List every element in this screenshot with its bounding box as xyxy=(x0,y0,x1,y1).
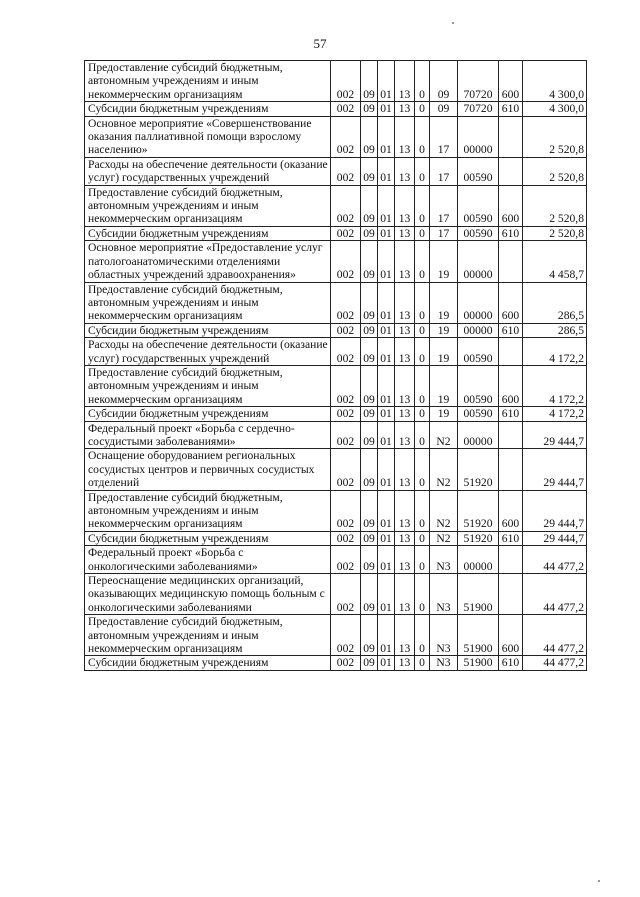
row-expense-type-code: 610 xyxy=(499,656,523,670)
row-section-code: 09 xyxy=(361,61,378,102)
row-amount: 4 300,0 xyxy=(523,61,587,102)
row-subprogram-code: 0 xyxy=(415,323,430,337)
row-amount: 44 477,2 xyxy=(523,615,587,656)
row-grbs-code: 002 xyxy=(331,449,361,490)
row-amount: 2 520,8 xyxy=(523,226,587,240)
row-name: Субсидии бюджетным учреждениям xyxy=(85,407,331,421)
row-section-code: 09 xyxy=(361,490,378,531)
row-program-code: 13 xyxy=(395,241,415,282)
row-program-code: 13 xyxy=(395,365,415,406)
row-name: Субсидии бюджетным учреждениям xyxy=(85,323,331,337)
row-direction-code: 00590 xyxy=(458,365,499,406)
row-section-code: 09 xyxy=(361,157,378,185)
row-subprogram-code: 0 xyxy=(415,157,430,185)
row-amount: 29 444,7 xyxy=(523,531,587,545)
table-row xyxy=(85,490,587,531)
row-amount: 4 300,0 xyxy=(523,102,587,116)
row-subsection-code: 01 xyxy=(378,421,395,449)
row-expense-type-code xyxy=(499,241,523,282)
table-row xyxy=(85,61,587,102)
row-subsection-code: 01 xyxy=(378,365,395,406)
row-event-code: 19 xyxy=(430,282,458,323)
row-subprogram-code: 0 xyxy=(415,615,430,656)
row-section-code: 09 xyxy=(361,338,378,366)
row-subsection-code: 01 xyxy=(378,226,395,240)
row-section-code: 09 xyxy=(361,323,378,337)
table-row xyxy=(85,407,587,421)
budget-table-body xyxy=(85,61,587,671)
row-subsection-code: 01 xyxy=(378,102,395,116)
row-grbs-code: 002 xyxy=(331,282,361,323)
row-name: Оснащение оборудованием региональных сосудистых центров и первичных сосудистых отделений xyxy=(85,449,331,490)
row-grbs-code: 002 xyxy=(331,102,361,116)
row-grbs-code: 002 xyxy=(331,185,361,226)
row-expense-type-code xyxy=(499,157,523,185)
row-event-code: 19 xyxy=(430,338,458,366)
row-section-code: 09 xyxy=(361,421,378,449)
row-name: Переоснащение медицинских организаций, оказывающих медицинскую помощь больным с онкологическими заболеваниями xyxy=(85,574,331,615)
row-program-code: 13 xyxy=(395,421,415,449)
table-row xyxy=(85,116,587,157)
row-subprogram-code: 0 xyxy=(415,490,430,531)
row-expense-type-code xyxy=(499,338,523,366)
row-section-code: 09 xyxy=(361,615,378,656)
row-program-code: 13 xyxy=(395,116,415,157)
row-subsection-code: 01 xyxy=(378,656,395,670)
row-name: Основное мероприятие «Совершенствование оказания паллиативной помощи взрослому населению» xyxy=(85,116,331,157)
row-name: Предоставление субсидий бюджетным, автономным учреждениям и иным некоммерческим организациям xyxy=(85,365,331,406)
row-section-code: 09 xyxy=(361,531,378,545)
row-section-code: 09 xyxy=(361,226,378,240)
row-grbs-code: 002 xyxy=(331,338,361,366)
row-subsection-code: 01 xyxy=(378,546,395,574)
scan-speck xyxy=(452,22,454,24)
row-event-code: 17 xyxy=(430,226,458,240)
row-subprogram-code: 0 xyxy=(415,185,430,226)
row-section-code: 09 xyxy=(361,102,378,116)
row-grbs-code: 002 xyxy=(331,323,361,337)
row-direction-code: 51900 xyxy=(458,656,499,670)
row-expense-type-code: 600 xyxy=(499,61,523,102)
table-row xyxy=(85,656,587,670)
row-expense-type-code: 600 xyxy=(499,615,523,656)
row-subsection-code: 01 xyxy=(378,338,395,366)
row-expense-type-code xyxy=(499,116,523,157)
table-row xyxy=(85,241,587,282)
row-grbs-code: 002 xyxy=(331,226,361,240)
row-subprogram-code: 0 xyxy=(415,226,430,240)
row-name: Предоставление субсидий бюджетным, автономным учреждениям и иным некоммерческим организациям xyxy=(85,185,331,226)
row-program-code: 13 xyxy=(395,574,415,615)
table-row xyxy=(85,421,587,449)
row-amount: 2 520,8 xyxy=(523,185,587,226)
row-direction-code: 51920 xyxy=(458,449,499,490)
row-subsection-code: 01 xyxy=(378,449,395,490)
row-grbs-code: 002 xyxy=(331,531,361,545)
row-expense-type-code: 610 xyxy=(499,407,523,421)
row-expense-type-code xyxy=(499,546,523,574)
row-section-code: 09 xyxy=(361,656,378,670)
row-amount: 4 458,7 xyxy=(523,241,587,282)
scan-speck xyxy=(598,880,600,882)
row-event-code: 09 xyxy=(430,102,458,116)
row-event-code: 19 xyxy=(430,323,458,337)
row-amount: 44 477,2 xyxy=(523,656,587,670)
row-amount: 44 477,2 xyxy=(523,574,587,615)
row-expense-type-code: 610 xyxy=(499,531,523,545)
row-program-code: 13 xyxy=(395,531,415,545)
row-subprogram-code: 0 xyxy=(415,421,430,449)
row-section-code: 09 xyxy=(361,282,378,323)
row-section-code: 09 xyxy=(361,449,378,490)
row-section-code: 09 xyxy=(361,185,378,226)
table-row xyxy=(85,185,587,226)
row-subprogram-code: 0 xyxy=(415,61,430,102)
row-subprogram-code: 0 xyxy=(415,574,430,615)
row-program-code: 13 xyxy=(395,102,415,116)
budget-table xyxy=(84,60,587,671)
row-name: Субсидии бюджетным учреждениям xyxy=(85,226,331,240)
row-grbs-code: 002 xyxy=(331,615,361,656)
row-amount: 2 520,8 xyxy=(523,116,587,157)
row-name: Субсидии бюджетным учреждениям xyxy=(85,531,331,545)
row-subsection-code: 01 xyxy=(378,407,395,421)
row-direction-code: 00000 xyxy=(458,116,499,157)
row-program-code: 13 xyxy=(395,656,415,670)
row-event-code: 19 xyxy=(430,241,458,282)
row-expense-type-code: 610 xyxy=(499,226,523,240)
row-program-code: 13 xyxy=(395,282,415,323)
row-amount: 29 444,7 xyxy=(523,449,587,490)
table-row xyxy=(85,102,587,116)
row-section-code: 09 xyxy=(361,116,378,157)
row-subprogram-code: 0 xyxy=(415,282,430,323)
row-direction-code: 00590 xyxy=(458,407,499,421)
row-event-code: 19 xyxy=(430,407,458,421)
row-subprogram-code: 0 xyxy=(415,338,430,366)
row-subsection-code: 01 xyxy=(378,574,395,615)
row-event-code: N2 xyxy=(430,449,458,490)
table-row xyxy=(85,338,587,366)
row-name: Субсидии бюджетным учреждениям xyxy=(85,102,331,116)
row-subprogram-code: 0 xyxy=(415,116,430,157)
row-direction-code: 00000 xyxy=(458,421,499,449)
row-subsection-code: 01 xyxy=(378,185,395,226)
table-row xyxy=(85,574,587,615)
table-row xyxy=(85,615,587,656)
row-name: Субсидии бюджетным учреждениям xyxy=(85,656,331,670)
row-program-code: 13 xyxy=(395,615,415,656)
row-expense-type-code xyxy=(499,574,523,615)
row-subsection-code: 01 xyxy=(378,531,395,545)
row-section-code: 09 xyxy=(361,241,378,282)
row-subprogram-code: 0 xyxy=(415,102,430,116)
row-direction-code: 00000 xyxy=(458,323,499,337)
row-event-code: 19 xyxy=(430,365,458,406)
row-program-code: 13 xyxy=(395,546,415,574)
row-amount: 4 172,2 xyxy=(523,365,587,406)
row-event-code: N3 xyxy=(430,656,458,670)
row-event-code: N2 xyxy=(430,531,458,545)
row-subprogram-code: 0 xyxy=(415,241,430,282)
row-program-code: 13 xyxy=(395,157,415,185)
row-event-code: 17 xyxy=(430,185,458,226)
row-expense-type-code: 610 xyxy=(499,323,523,337)
table-row xyxy=(85,323,587,337)
row-program-code: 13 xyxy=(395,449,415,490)
row-section-code: 09 xyxy=(361,365,378,406)
row-direction-code: 51920 xyxy=(458,531,499,545)
row-grbs-code: 002 xyxy=(331,365,361,406)
row-expense-type-code: 600 xyxy=(499,365,523,406)
row-grbs-code: 002 xyxy=(331,407,361,421)
row-direction-code: 70720 xyxy=(458,61,499,102)
row-direction-code: 00590 xyxy=(458,157,499,185)
row-event-code: N2 xyxy=(430,421,458,449)
table-row xyxy=(85,546,587,574)
row-name: Федеральный проект «Борьба с онкологическими заболеваниями» xyxy=(85,546,331,574)
row-grbs-code: 002 xyxy=(331,656,361,670)
row-name: Федеральный проект «Борьба с сердечно-сосудистыми заболеваниями» xyxy=(85,421,331,449)
row-direction-code: 00590 xyxy=(458,226,499,240)
row-direction-code: 00000 xyxy=(458,546,499,574)
page-number: 57 xyxy=(313,36,327,51)
row-grbs-code: 002 xyxy=(331,421,361,449)
row-expense-type-code: 600 xyxy=(499,185,523,226)
row-subprogram-code: 0 xyxy=(415,449,430,490)
row-direction-code: 00000 xyxy=(458,282,499,323)
row-amount: 286,5 xyxy=(523,323,587,337)
row-grbs-code: 002 xyxy=(331,574,361,615)
row-name: Предоставление субсидий бюджетным, автономным учреждениям и иным некоммерческим организациям xyxy=(85,282,331,323)
row-program-code: 13 xyxy=(395,490,415,531)
row-section-code: 09 xyxy=(361,574,378,615)
row-subsection-code: 01 xyxy=(378,241,395,282)
row-event-code: N3 xyxy=(430,615,458,656)
row-name: Предоставление субсидий бюджетным, автономным учреждениям и иным некоммерческим организациям xyxy=(85,615,331,656)
row-subprogram-code: 0 xyxy=(415,365,430,406)
row-expense-type-code xyxy=(499,421,523,449)
row-grbs-code: 002 xyxy=(331,61,361,102)
row-program-code: 13 xyxy=(395,61,415,102)
row-name: Расходы на обеспечение деятельности (оказание услуг) государственных учреждений xyxy=(85,338,331,366)
row-direction-code: 70720 xyxy=(458,102,499,116)
row-section-code: 09 xyxy=(361,407,378,421)
row-name: Предоставление субсидий бюджетным, автономным учреждениям и иным некоммерческим организациям xyxy=(85,61,331,102)
row-subsection-code: 01 xyxy=(378,490,395,531)
row-subsection-code: 01 xyxy=(378,157,395,185)
row-event-code: N3 xyxy=(430,546,458,574)
row-direction-code: 00590 xyxy=(458,185,499,226)
table-row xyxy=(85,157,587,185)
row-grbs-code: 002 xyxy=(331,241,361,282)
row-program-code: 13 xyxy=(395,185,415,226)
row-subprogram-code: 0 xyxy=(415,531,430,545)
row-direction-code: 51900 xyxy=(458,615,499,656)
row-direction-code: 51920 xyxy=(458,490,499,531)
row-subprogram-code: 0 xyxy=(415,546,430,574)
row-expense-type-code xyxy=(499,449,523,490)
row-grbs-code: 002 xyxy=(331,116,361,157)
row-event-code: 09 xyxy=(430,61,458,102)
table-row xyxy=(85,365,587,406)
row-amount: 44 477,2 xyxy=(523,546,587,574)
row-subprogram-code: 0 xyxy=(415,656,430,670)
row-grbs-code: 002 xyxy=(331,490,361,531)
row-name: Расходы на обеспечение деятельности (оказание услуг) государственных учреждений xyxy=(85,157,331,185)
table-row xyxy=(85,531,587,545)
row-subsection-code: 01 xyxy=(378,61,395,102)
row-amount: 4 172,2 xyxy=(523,338,587,366)
row-amount: 29 444,7 xyxy=(523,421,587,449)
table-row xyxy=(85,226,587,240)
row-subsection-code: 01 xyxy=(378,323,395,337)
row-direction-code: 51900 xyxy=(458,574,499,615)
row-subsection-code: 01 xyxy=(378,615,395,656)
row-section-code: 09 xyxy=(361,546,378,574)
table-row xyxy=(85,282,587,323)
table-row xyxy=(85,449,587,490)
row-program-code: 13 xyxy=(395,407,415,421)
row-amount: 4 172,2 xyxy=(523,407,587,421)
row-expense-type-code: 600 xyxy=(499,490,523,531)
row-expense-type-code: 600 xyxy=(499,282,523,323)
row-program-code: 13 xyxy=(395,338,415,366)
row-name: Основное мероприятие «Предоставление услуг патологоанатомическими отделениями областных учреждений здравоохранения» xyxy=(85,241,331,282)
row-direction-code: 00590 xyxy=(458,338,499,366)
row-event-code: N2 xyxy=(430,490,458,531)
row-name: Предоставление субсидий бюджетным, автономным учреждениям и иным некоммерческим организациям xyxy=(85,490,331,531)
row-program-code: 13 xyxy=(395,226,415,240)
row-expense-type-code: 610 xyxy=(499,102,523,116)
row-amount: 286,5 xyxy=(523,282,587,323)
row-amount: 2 520,8 xyxy=(523,157,587,185)
row-amount: 29 444,7 xyxy=(523,490,587,531)
row-subsection-code: 01 xyxy=(378,116,395,157)
row-subprogram-code: 0 xyxy=(415,407,430,421)
row-event-code: N3 xyxy=(430,574,458,615)
row-event-code: 17 xyxy=(430,157,458,185)
row-grbs-code: 002 xyxy=(331,546,361,574)
row-grbs-code: 002 xyxy=(331,157,361,185)
row-direction-code: 00000 xyxy=(458,241,499,282)
row-subsection-code: 01 xyxy=(378,282,395,323)
row-program-code: 13 xyxy=(395,323,415,337)
row-event-code: 17 xyxy=(430,116,458,157)
